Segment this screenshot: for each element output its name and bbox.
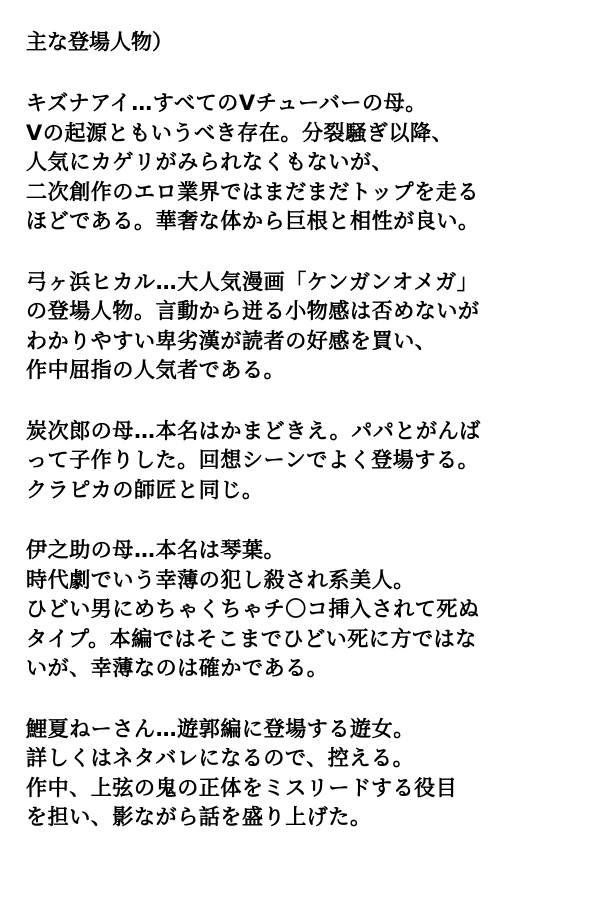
text-line: 作中、上弦の鬼の正体をミスリードする役目	[26, 775, 458, 800]
text-line: 詳しくはネタバレになるので、控える。	[26, 746, 415, 770]
character-entry-inosuke-mother	[26, 536, 586, 684]
character-entry-yumigahama-hikaru	[26, 268, 586, 386]
text-line: 時代劇でいう幸薄の犯し殺され系美人。	[26, 567, 415, 592]
character-entry-koinatsu	[26, 715, 586, 833]
text-line: クラピカの師匠と同じ。	[26, 477, 264, 502]
text-line: 弓ヶ浜ヒカル…大人気漫画「ケンガンオメガ」	[26, 269, 479, 294]
text-line: ほどである。華奢な体から巨根と相性が良い。	[26, 209, 480, 233]
text-line: Vの起源ともいうべき存在。分裂騒ぎ以降、	[26, 120, 454, 145]
text-line: ひどい男にめちゃくちゃチ〇コ挿入されて死ぬ	[26, 597, 480, 621]
text-line: 作中屈指の人気者である。	[26, 358, 286, 382]
document-page	[26, 27, 586, 833]
text-line: を担い、影ながら話を盛り上げた。	[26, 805, 372, 829]
text-line: 鯉夏ねーさん…遊郭編に登場する遊女。	[26, 716, 415, 741]
text-line: わかりやすい卑劣漢が読者の好感を買い、	[26, 328, 437, 353]
text-line: 伊之助の母…本名は琴葉。	[26, 538, 286, 562]
character-entry-tanjiro-mother	[26, 417, 586, 506]
text-line: 炭次郎の母…本名はかまどきえ。パパとがんば	[26, 418, 481, 443]
text-line: 人気にカゲリがみられなくもないが、	[26, 150, 394, 174]
text-line: って子作りした。回想シーンでよく登場する。	[26, 448, 480, 472]
text-line: いが、幸薄なのは確かである。	[26, 656, 329, 680]
text-line: 二次創作のエロ業界ではまだまだトップを走る	[26, 179, 479, 204]
text-line: タイプ。本編ではそこまでひどい死に方ではな	[26, 626, 477, 651]
text-line: の登場人物。言動から迸る小物感は否めないが	[26, 299, 480, 323]
page-title: 主な登場人物）	[26, 30, 173, 54]
character-entry-kizuna-ai	[26, 89, 586, 237]
text-line: キズナアイ…すべてのVチューバーの母。	[26, 91, 427, 115]
